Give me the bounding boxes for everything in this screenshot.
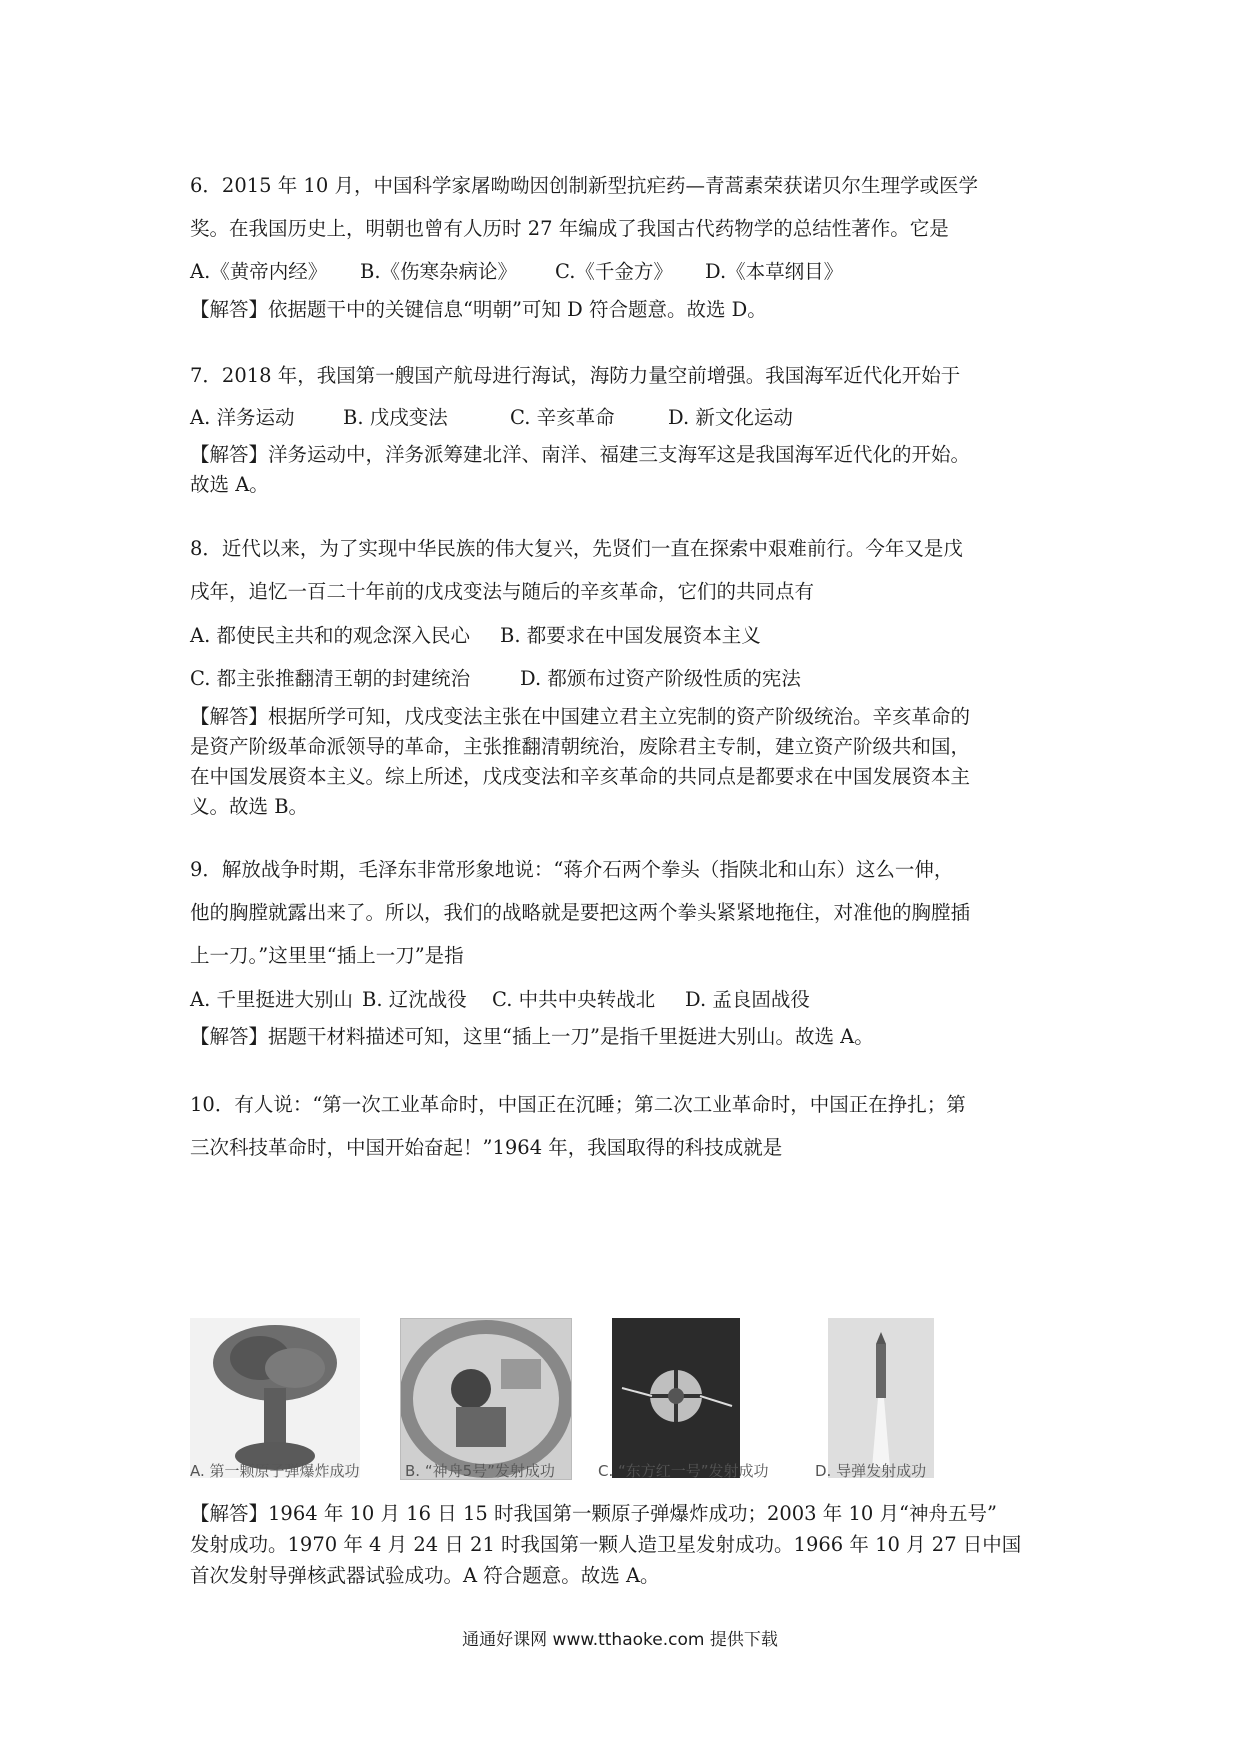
q6-answer: 【解答】依据题干中的关键信息“明朝”可知 D 符合题意。故选 D。 xyxy=(190,298,767,321)
q9-option-c: C. 中共中央转战北 xyxy=(492,988,656,1011)
q7-answer-line-2: 故选 A。 xyxy=(190,473,269,496)
missile-launch-photo xyxy=(828,1318,934,1478)
q7-option-d: D. 新文化运动 xyxy=(668,406,793,429)
q8-option-a: A. 都使民主共和的观念深入民心 xyxy=(190,624,470,647)
q10-line-2: 三次科技革命时，中国开始奋起！”1964 年，我国取得的科技成就是 xyxy=(190,1136,783,1159)
q8-line-1: 8．近代以来，为了实现中华民族的伟大复兴，先贤们一直在探索中艰难前行。今年又是戊 xyxy=(190,537,963,560)
q9-line-3: 上一刀。”这里里“插上一刀”是指 xyxy=(190,944,464,967)
q7-option-a: A. 洋务运动 xyxy=(190,406,295,429)
q9-option-a: A. 千里挺进大别山 xyxy=(190,988,353,1011)
q10-answer-line-3: 首次发射导弹核武器试验成功。A 符合题意。故选 A。 xyxy=(190,1564,660,1587)
q6-option-b: B.《伤寒杂病论》 xyxy=(360,260,518,283)
q8-option-d: D. 都颁布过资产阶级性质的宪法 xyxy=(520,667,801,690)
q8-answer-line-3: 在中国发展资本主义。综上所述，戊戌变法和辛亥革命的共同点是都要求在中国发展资本主 xyxy=(190,765,971,788)
q6-option-c: C.《千金方》 xyxy=(555,260,673,283)
atomic-bomb-photo xyxy=(190,1318,360,1478)
q8-option-c: C. 都主张推翻清王朝的封建统治 xyxy=(190,667,471,690)
figure-caption-d: D. 导弹发射成功 xyxy=(815,1462,927,1480)
q8-answer-line-4: 义。故选 B。 xyxy=(190,795,309,818)
q9-answer: 【解答】据题干材料描述可知，这里“插上一刀”是指千里挺进大别山。故选 A。 xyxy=(190,1025,874,1048)
q7-option-b: B. 戊戌变法 xyxy=(343,406,448,429)
q9-option-b: B. 辽沈战役 xyxy=(362,988,467,1011)
q10-answer-line-1: 【解答】1964 年 10 月 16 日 15 时我国第一颗原子弹爆炸成功；2003 年 10 月“神舟五号” xyxy=(190,1502,997,1525)
q6-line-2: 奖。在我国历史上，明朝也曾有人历时 27 年编成了我国古代药物学的总结性著作。它是 xyxy=(190,217,949,240)
q10-line-1: 10．有人说：“第一次工业革命时，中国正在沉睡；第二次工业革命时，中国正在挣扎；第 xyxy=(190,1093,966,1116)
q7-answer-line-1: 【解答】洋务运动中，洋务派筹建北洋、南洋、福建三支海军这是我国海军近代化的开始。 xyxy=(190,443,971,466)
dongfanghong-satellite-photo xyxy=(612,1318,740,1478)
figure-caption-b: B. “神舟5号”发射成功 xyxy=(405,1462,555,1480)
q7-option-c: C. 辛亥革命 xyxy=(510,406,615,429)
q6-line-1: 6．2015 年 10 月，中国科学家屠呦呦因创制新型抗疟药—青蒿素荣获诺贝尔生理学或医学 xyxy=(190,174,978,197)
q8-answer-line-1: 【解答】根据所学可知，戊戌变法主张在中国建立君主立宪制的资产阶级统治。辛亥革命的 xyxy=(190,705,971,728)
q9-line-2: 他的胸膛就露出来了。所以，我们的战略就是要把这两个拳头紧紧地拖住，对准他的胸膛插 xyxy=(190,901,971,924)
shenzhou-5-photo xyxy=(400,1318,572,1480)
q8-line-2: 戌年，追忆一百二十年前的戊戌变法与随后的辛亥革命，它们的共同点有 xyxy=(190,580,815,603)
figure-caption-a: A. 第一颗原子弹爆炸成功 xyxy=(190,1462,360,1480)
q9-line-1: 9．解放战争时期，毛泽东非常形象地说：“蒋介石两个拳头（指陕北和山东）这么一伸， xyxy=(190,858,954,881)
page-footer: 通通好课网 www.tthaoke.com 提供下载 xyxy=(462,1630,778,1650)
q6-option-a: A.《黄帝内经》 xyxy=(190,260,328,283)
q7-line-1: 7．2018 年，我国第一艘国产航母进行海试，海防力量空前增强。我国海军近代化开始于 xyxy=(190,364,961,387)
q8-answer-line-2: 是资产阶级革命派领导的革命，主张推翻清朝统治，废除君主专制，建立资产阶级共和国， xyxy=(190,735,971,758)
figure-caption-c: C. “东方红一号”发射成功 xyxy=(598,1462,769,1480)
q9-option-d: D. 孟良固战役 xyxy=(685,988,810,1011)
q10-answer-line-2: 发射成功。1970 年 4 月 24 日 21 时我国第一颗人造卫星发射成功。1966 年 10 月 27 日中国 xyxy=(190,1533,1022,1556)
q8-option-b: B. 都要求在中国发展资本主义 xyxy=(500,624,761,647)
q6-option-d: D.《本草纲目》 xyxy=(705,260,844,283)
